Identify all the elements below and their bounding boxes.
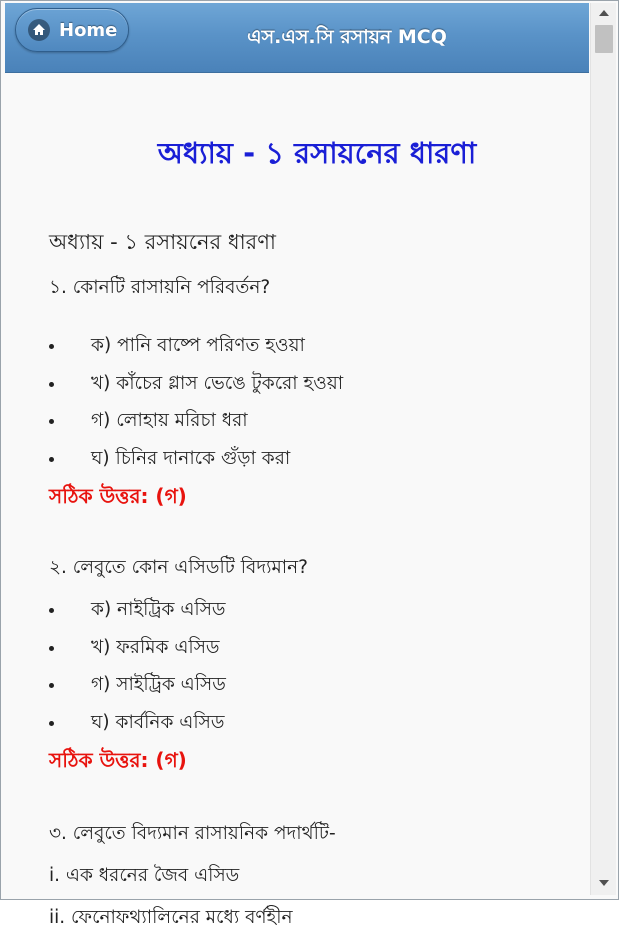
home-button-label: Home bbox=[59, 19, 118, 41]
option-text: খ) কাঁচের গ্লাস ভেঙে টুকরো হওয়া bbox=[91, 372, 344, 394]
bullet bbox=[49, 721, 54, 726]
option-item bbox=[49, 709, 585, 747]
option-text: ঘ) চিনির দানাকে গুঁড়া করা bbox=[91, 447, 291, 469]
option-item bbox=[49, 370, 585, 408]
home-icon bbox=[28, 19, 50, 41]
header-bar bbox=[5, 3, 589, 73]
bullet bbox=[49, 608, 54, 613]
statement-line: i. এক ধরনের জৈব এসিড bbox=[49, 865, 240, 886]
bullet bbox=[49, 646, 54, 651]
question-1-options bbox=[49, 332, 585, 482]
option-text: ক) নাইট্রিক এসিড bbox=[91, 599, 226, 620]
bullet bbox=[49, 419, 54, 424]
option-text: ক) পানি বাষ্পে পরিণত হওয়া bbox=[91, 335, 305, 356]
correct-answer: সঠিক উত্তর: (গ) bbox=[49, 748, 187, 772]
home-button[interactable] bbox=[15, 8, 129, 52]
bullet bbox=[49, 683, 54, 688]
option-item bbox=[49, 407, 585, 445]
main-content bbox=[49, 73, 585, 928]
correct-answer: সঠিক উত্তর: (গ) bbox=[49, 484, 187, 508]
bullet bbox=[49, 344, 54, 349]
question-1: ১. কোনটি রাসায়নি পরিবর্তন? bbox=[49, 277, 271, 298]
bullet bbox=[49, 382, 54, 387]
option-item bbox=[49, 445, 585, 483]
scroll-down-arrow-icon[interactable] bbox=[591, 875, 617, 891]
option-text: গ) লোহায় মরিচা ধরা bbox=[91, 410, 248, 431]
question-3: ৩. লেবুতে বিদ্যমান রাসায়নিক পদার্থটি- bbox=[49, 823, 336, 844]
vertical-scrollbar[interactable] bbox=[590, 3, 616, 895]
chapter-subheading: অধ্যায় - ১ রসায়নের ধারণা bbox=[49, 230, 277, 254]
question-2: ২. লেবুতে কোন এসিডটি বিদ্যমান? bbox=[49, 557, 308, 578]
option-item bbox=[49, 634, 585, 672]
question-2-options bbox=[49, 596, 585, 746]
statement-line: ii. ফেনোফথ্যালিনের মধ্যে বর্ণহীন bbox=[49, 907, 293, 928]
page-title: এস.এস.সি রসায়ন MCQ bbox=[247, 26, 447, 48]
option-text: গ) সাইট্রিক এসিড bbox=[91, 674, 226, 695]
bullet bbox=[49, 457, 54, 462]
option-text: খ) ফরমিক এসিড bbox=[91, 636, 220, 658]
chapter-heading: অধ্যায় - ১ রসায়নের ধারণা bbox=[157, 136, 477, 170]
scroll-up-arrow-icon[interactable] bbox=[591, 5, 617, 21]
option-text: ঘ) কার্বনিক এসিড bbox=[91, 711, 225, 733]
option-item bbox=[49, 671, 585, 709]
scroll-thumb[interactable] bbox=[595, 25, 613, 53]
option-item bbox=[49, 332, 585, 370]
option-item bbox=[49, 596, 585, 634]
